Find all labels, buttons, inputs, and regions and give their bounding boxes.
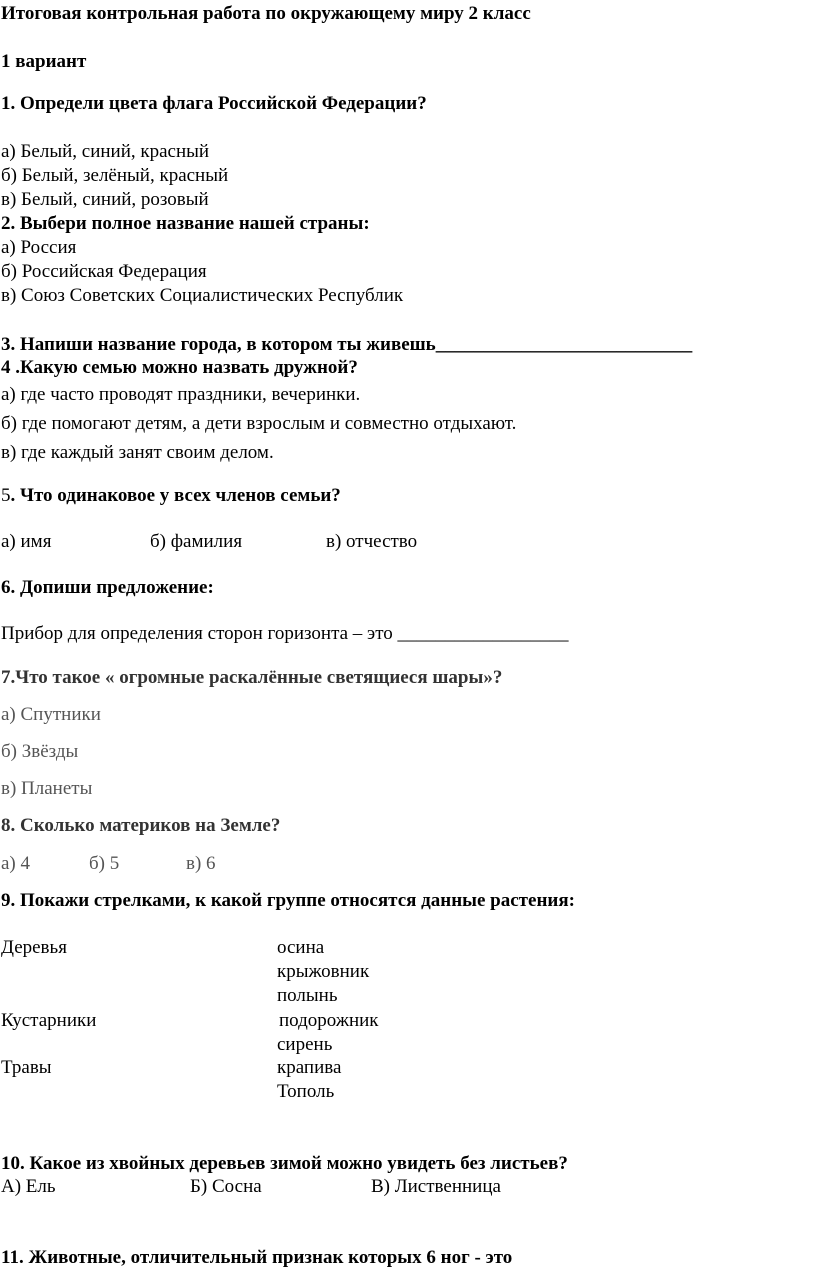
q2-option-b: б) Российская Федерация bbox=[1, 261, 207, 282]
q1-question: 1. Определи цвета флага Российской Федерации? bbox=[1, 93, 427, 114]
q6-question: 6. Допиши предложение: bbox=[1, 577, 214, 598]
q6-sentence: Прибор для определения сторон горизонта – это __________________ bbox=[1, 623, 569, 644]
q5-number: 5 bbox=[1, 485, 11, 506]
q10-option-c: В) Лиственница bbox=[371, 1176, 501, 1197]
q2-question: 2. Выбери полное название нашей страны: bbox=[1, 213, 370, 234]
q9-plant-2: крыжовник bbox=[277, 961, 370, 982]
q5-option-a: а) имя bbox=[1, 531, 52, 552]
q10-option-b: Б) Сосна bbox=[190, 1176, 262, 1197]
q9-plant-7: Тополь bbox=[277, 1081, 335, 1102]
q3-question: 3. Напиши название города, в котором ты живешь___________________________ bbox=[1, 334, 693, 355]
variant-label: 1 вариант bbox=[1, 51, 87, 72]
q7-option-b: б) Звёзды bbox=[1, 741, 79, 762]
q5-option-c: в) отчество bbox=[326, 531, 418, 552]
q9-plant-3: полынь bbox=[277, 985, 338, 1006]
q1-option-c: в) Белый, синий, розовый bbox=[1, 189, 209, 210]
q5-option-b: б) фамилия bbox=[150, 531, 243, 552]
q9-plant-6: крапива bbox=[277, 1057, 342, 1078]
q4-option-b: б) где помогают детям, а дети взрослым и совместно отдыхают. bbox=[1, 413, 517, 434]
q4-option-c: в) где каждый занят своим делом. bbox=[1, 442, 274, 463]
q5-question bbox=[1, 486, 341, 505]
q9-group-shrubs: Кустарники bbox=[1, 1010, 97, 1031]
q9-plant-4: подорожник bbox=[279, 1010, 379, 1031]
q9-group-trees: Деревья bbox=[1, 937, 67, 958]
q8-option-b: б) 5 bbox=[89, 853, 120, 874]
q1-option-a: а) Белый, синий, красный bbox=[1, 141, 210, 162]
q8-question: 8. Сколько материков на Земле? bbox=[1, 815, 281, 836]
q9-plant-1: осина bbox=[277, 937, 325, 958]
q7-option-a: а) Спутники bbox=[1, 704, 101, 725]
q8-option-c: в) 6 bbox=[186, 853, 216, 874]
q8-option-a: а) 4 bbox=[1, 853, 31, 874]
doc-title: Итоговая контрольная работа по окружающему миру 2 класс bbox=[1, 3, 531, 24]
q7-option-c: в) Планеты bbox=[1, 778, 93, 799]
q10-option-a: А) Ель bbox=[1, 1176, 56, 1197]
q11-question: 11. Животные, отличительный признак которых 6 ног - это bbox=[1, 1247, 513, 1268]
q2-option-a: а) Россия bbox=[1, 237, 77, 258]
q7-question: 7.Что такое « огромные раскалённые светящиеся шары»? bbox=[1, 667, 503, 688]
q2-option-c: в) Союз Советских Социалистических Республик bbox=[1, 285, 404, 306]
q9-plant-5: сирень bbox=[277, 1034, 333, 1055]
q9-question: 9. Покажи стрелками, к какой группе относятся данные растения: bbox=[1, 890, 575, 911]
q1-option-b: б) Белый, зелёный, красный bbox=[1, 165, 229, 186]
q4-question: 4 .Какую семью можно назвать дружной? bbox=[1, 357, 358, 378]
q4-option-a: а) где часто проводят праздники, вечеринки. bbox=[1, 384, 361, 405]
q10-question: 10. Какое из хвойных деревьев зимой можно увидеть без листьев? bbox=[1, 1153, 568, 1174]
q5-text: . Что одинаковое у всех членов семьи? bbox=[10, 485, 341, 506]
q9-group-herbs: Травы bbox=[1, 1057, 52, 1078]
